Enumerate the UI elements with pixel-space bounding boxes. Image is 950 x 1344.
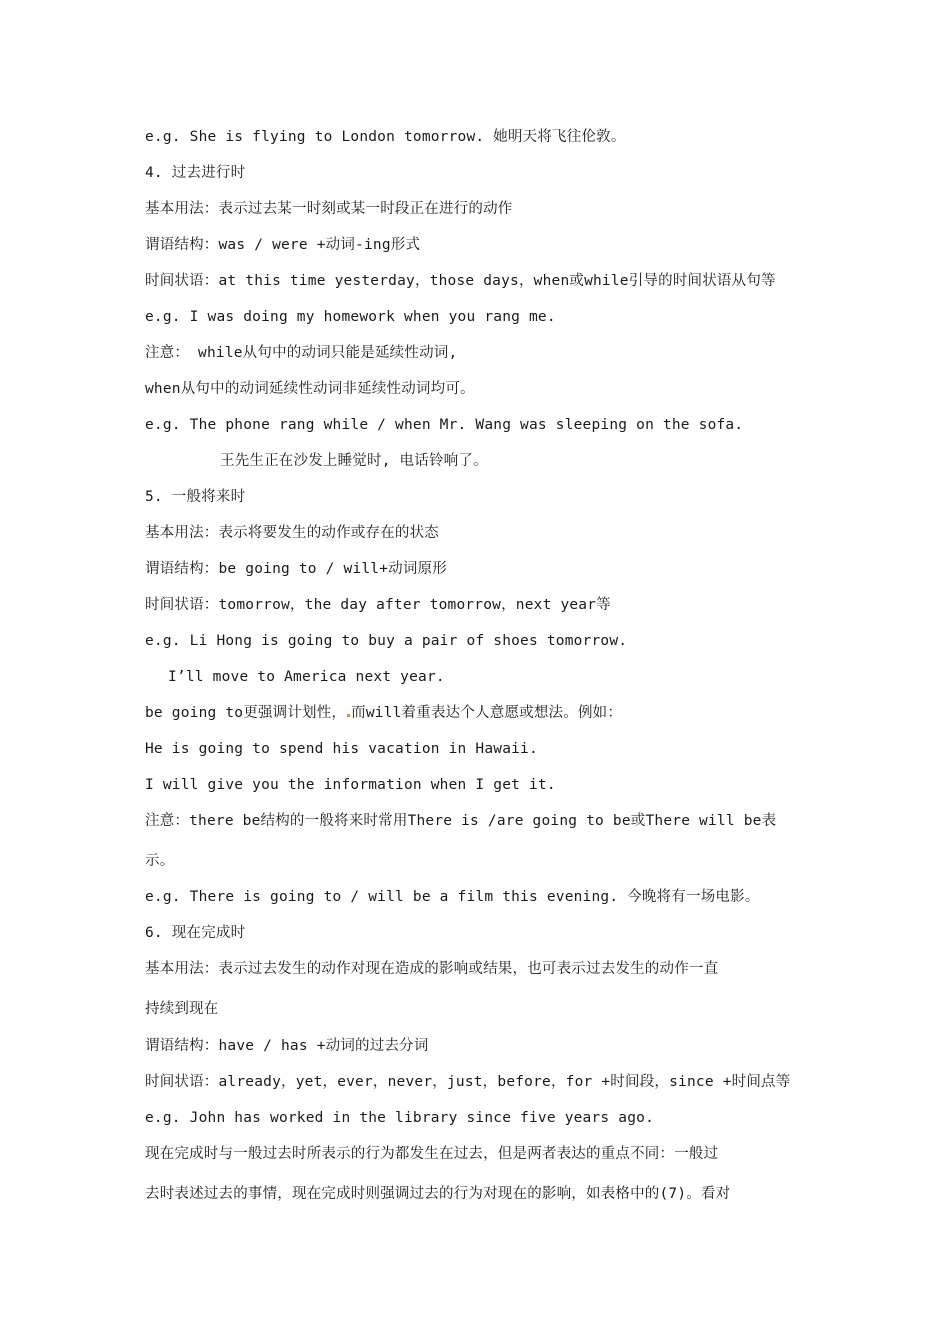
- example-line: e.g. She is flying to London tomorrow. 她明天将飞往伦敦。: [145, 129, 626, 145]
- time-adverbial-line: 时间状语：tomorrow，the day after tomorrow，next year等: [145, 597, 611, 613]
- time-adverbial-line: 时间状语：already，yet，ever，never，just，before，for +时间段，since +时间点等: [145, 1074, 791, 1090]
- example-line: I will give you the information when I get it.: [145, 777, 556, 793]
- example-line: e.g. There is going to / will be a film this evening. 今晚将有一场电影。: [145, 889, 760, 905]
- note-line-continued: 示。: [145, 853, 175, 869]
- comparison-paragraph-line: 现在完成时与一般过去时所表示的行为都发生在过去，但是两者表达的重点不同：一般过: [145, 1146, 719, 1162]
- comparison-line: [145, 703, 810, 723]
- note-line: 注意： while从句中的动词只能是延续性动词,: [145, 345, 458, 361]
- usage-line-continued: 持续到现在: [145, 1001, 219, 1017]
- time-adverbial-line: 时间状语：at this time yesterday，those days，when或while引导的时间状语从句等: [145, 273, 776, 289]
- usage-line: 基本用法：表示过去发生的动作对现在造成的影响或结果，也可表示过去发生的动作一直: [145, 961, 719, 977]
- comparison-part-1: be going to更强调计划性，: [145, 705, 347, 721]
- example-line: e.g. The phone rang while / when Mr. Wang was sleeping on the sofa.: [145, 417, 744, 433]
- example-line: e.g. John has worked in the library since five years ago.: [145, 1110, 654, 1126]
- mark-dot: [347, 714, 350, 717]
- example-line: e.g. I was doing my homework when you rang me.: [145, 309, 556, 325]
- example-line: I’ll move to America next year.: [168, 669, 445, 685]
- structure-line: 谓语结构：be going to / will+动词原形: [145, 561, 447, 577]
- comparison-part-2: 而will着重表达个人意愿或想法。例如：: [351, 705, 623, 721]
- section-heading-past-continuous: 4. 过去进行时: [145, 165, 246, 181]
- usage-line: 基本用法：表示过去某一时刻或某一时段正在进行的动作: [145, 201, 513, 217]
- comparison-paragraph-line: 去时表述过去的事情，现在完成时则强调过去的行为对现在的影响，如表格中的(7)。看对: [145, 1186, 731, 1202]
- section-heading-simple-future: 5. 一般将来时: [145, 489, 246, 505]
- structure-line: 谓语结构：was / were +动词-ing形式: [145, 237, 421, 253]
- usage-line: 基本用法：表示将要发生的动作或存在的状态: [145, 525, 439, 541]
- example-line: e.g. Li Hong is going to buy a pair of shoes tomorrow.: [145, 633, 628, 649]
- note-line: 注意：there be结构的一般将来时常用There is /are going to be或There will be表: [145, 813, 777, 829]
- translation-line: 王先生正在沙发上睡觉时, 电话铃响了。: [220, 453, 488, 469]
- section-heading-present-perfect: 6. 现在完成时: [145, 925, 246, 941]
- structure-line: 谓语结构：have / has +动词的过去分词: [145, 1038, 429, 1054]
- note-line: when从句中的动词延续性动词非延续性动词均可。: [145, 381, 475, 397]
- example-line: He is going to spend his vacation in Hawaii.: [145, 741, 538, 757]
